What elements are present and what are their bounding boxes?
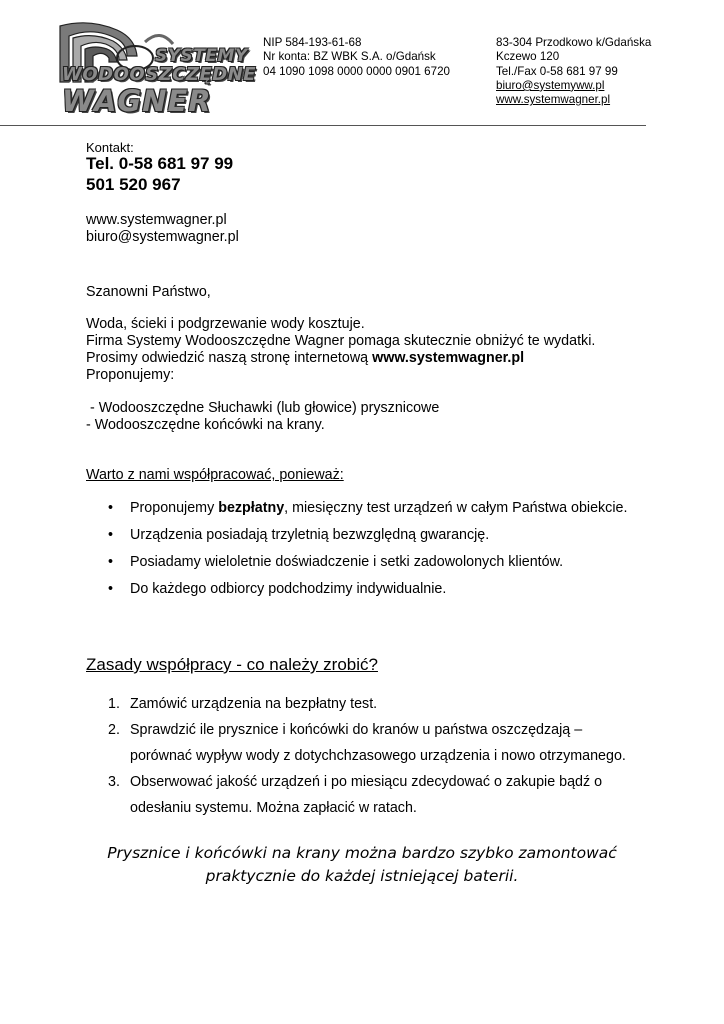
header-bank-account: 04 1090 1098 0000 0000 0901 6720 bbox=[263, 64, 450, 78]
intro-line-3-text: Prosimy odwiedzić naszą stronę internetową bbox=[86, 350, 373, 366]
benefit-item bbox=[108, 500, 708, 527]
benefit-1-bold: bezpłatny bbox=[218, 500, 285, 516]
benefits-list bbox=[108, 500, 708, 608]
benefit-item bbox=[108, 554, 708, 581]
cooperation-rules-heading: Zasady współpracy - co należy zrobić? bbox=[86, 655, 378, 674]
step-item bbox=[108, 691, 626, 717]
header-divider bbox=[0, 125, 646, 126]
header-website-link[interactable]: www.systemwagner.pl bbox=[496, 93, 611, 107]
contact-email: biuro@systemwagner.pl bbox=[86, 229, 239, 245]
closing-line-1: Prysznice i końcówki na krany można bardzo szybko zamontować bbox=[107, 844, 617, 862]
offer-item-showerheads: - Wodooszczędne Słuchawki (lub głowice) prysznicowe bbox=[86, 400, 440, 416]
step-item bbox=[108, 769, 626, 821]
offer-item-faucet-tips: - Wodooszczędne końcówki na krany. bbox=[86, 417, 325, 433]
benefit-1-text-pre: Proponujemy bbox=[130, 500, 219, 516]
step-3-line-2: odesłaniu systemu. Można zapłacić w ratach. bbox=[130, 800, 417, 816]
contact-label: Kontakt: bbox=[86, 140, 134, 155]
step-2-line-1: Sprawdzić ile prysznice i końcówki do kranów u państwa oszczędzają – bbox=[130, 722, 583, 738]
intro-website-bold: www.systemwagner.pl bbox=[372, 350, 525, 366]
header-email-link[interactable]: biuro@systemyww.pl bbox=[496, 78, 605, 92]
header-nip: NIP 584-193-61-68 bbox=[263, 36, 362, 49]
step-1-line-1: Zamówić urządzenia na bezpłatny test. bbox=[130, 696, 378, 712]
step-number: 3. bbox=[108, 774, 120, 790]
letter-intro-paragraph bbox=[86, 316, 595, 384]
step-number: 2. bbox=[108, 722, 120, 738]
logo-text-systemy: SYSTEMY bbox=[155, 46, 248, 66]
benefit-2-text: Urządzenia posiadają trzyletnią bezwzględną gwarancję. bbox=[130, 527, 490, 543]
closing-line-2: praktycznie do każdej istniejącej baterii. bbox=[205, 867, 519, 885]
closing-statement bbox=[0, 842, 724, 888]
offer-list bbox=[86, 400, 439, 434]
header-bank-name: Nr konta: BZ WBK S.A. o/Gdańsk bbox=[263, 50, 436, 64]
header-phone: Tel./Fax 0-58 681 97 99 bbox=[496, 64, 618, 78]
contact-phone-2: 501 520 967 bbox=[86, 175, 181, 194]
header-address-line2: Kczewo 120 bbox=[496, 50, 560, 64]
step-number: 1. bbox=[108, 696, 120, 712]
benefit-item bbox=[108, 527, 708, 554]
benefit-1-text-post: , miesięczny test urządzeń w całym Państwa obiekcie. bbox=[284, 500, 628, 516]
benefit-item bbox=[108, 581, 708, 608]
bullet-icon: • bbox=[108, 527, 114, 543]
step-item bbox=[108, 717, 626, 769]
benefits-heading: Warto z nami współpracować, ponieważ: bbox=[86, 467, 344, 483]
intro-line-2: Firma Systemy Wodooszczędne Wagner pomaga skutecznie obniżyć te wydatki. bbox=[86, 333, 596, 349]
logo-text-wodooszczedne: WODOOSZCZĘDNE bbox=[62, 64, 257, 85]
step-3-line-1: Obserwować jakość urządzeń i po miesiącu zdecydować o zakupie bądź o bbox=[130, 774, 603, 790]
bullet-icon: • bbox=[108, 554, 114, 570]
intro-line-3 bbox=[86, 350, 595, 367]
intro-line-1: Woda, ścieki i podgrzewanie wody kosztuje. bbox=[86, 316, 365, 332]
benefit-3-text: Posiadamy wieloletnie doświadczenie i setki zadowolonych klientów. bbox=[130, 554, 564, 570]
step-2-line-2: porównać wypływ wody z dotychchzasowego urządzenia i nowo otrzymanego. bbox=[130, 748, 626, 764]
cooperation-steps-list bbox=[108, 691, 626, 821]
logo-text-wagner: WAGNER bbox=[62, 84, 212, 118]
header-company-details bbox=[263, 36, 450, 79]
logo-accent bbox=[145, 35, 173, 44]
contact-phone-1: Tel. 0-58 681 97 99 bbox=[86, 154, 234, 173]
bullet-icon: • bbox=[108, 581, 114, 597]
letter-greeting: Szanowni Państwo, bbox=[86, 284, 211, 300]
benefit-4-text: Do każdego odbiorcy podchodzimy indywidualnie. bbox=[130, 581, 447, 597]
header-address-details bbox=[496, 36, 651, 107]
intro-line-4: Proponujemy: bbox=[86, 367, 175, 383]
bullet-icon: • bbox=[108, 500, 114, 516]
contact-website: www.systemwagner.pl bbox=[86, 212, 227, 228]
header-address-line1: 83-304 Przodkowo k/Gdańska bbox=[496, 36, 652, 49]
